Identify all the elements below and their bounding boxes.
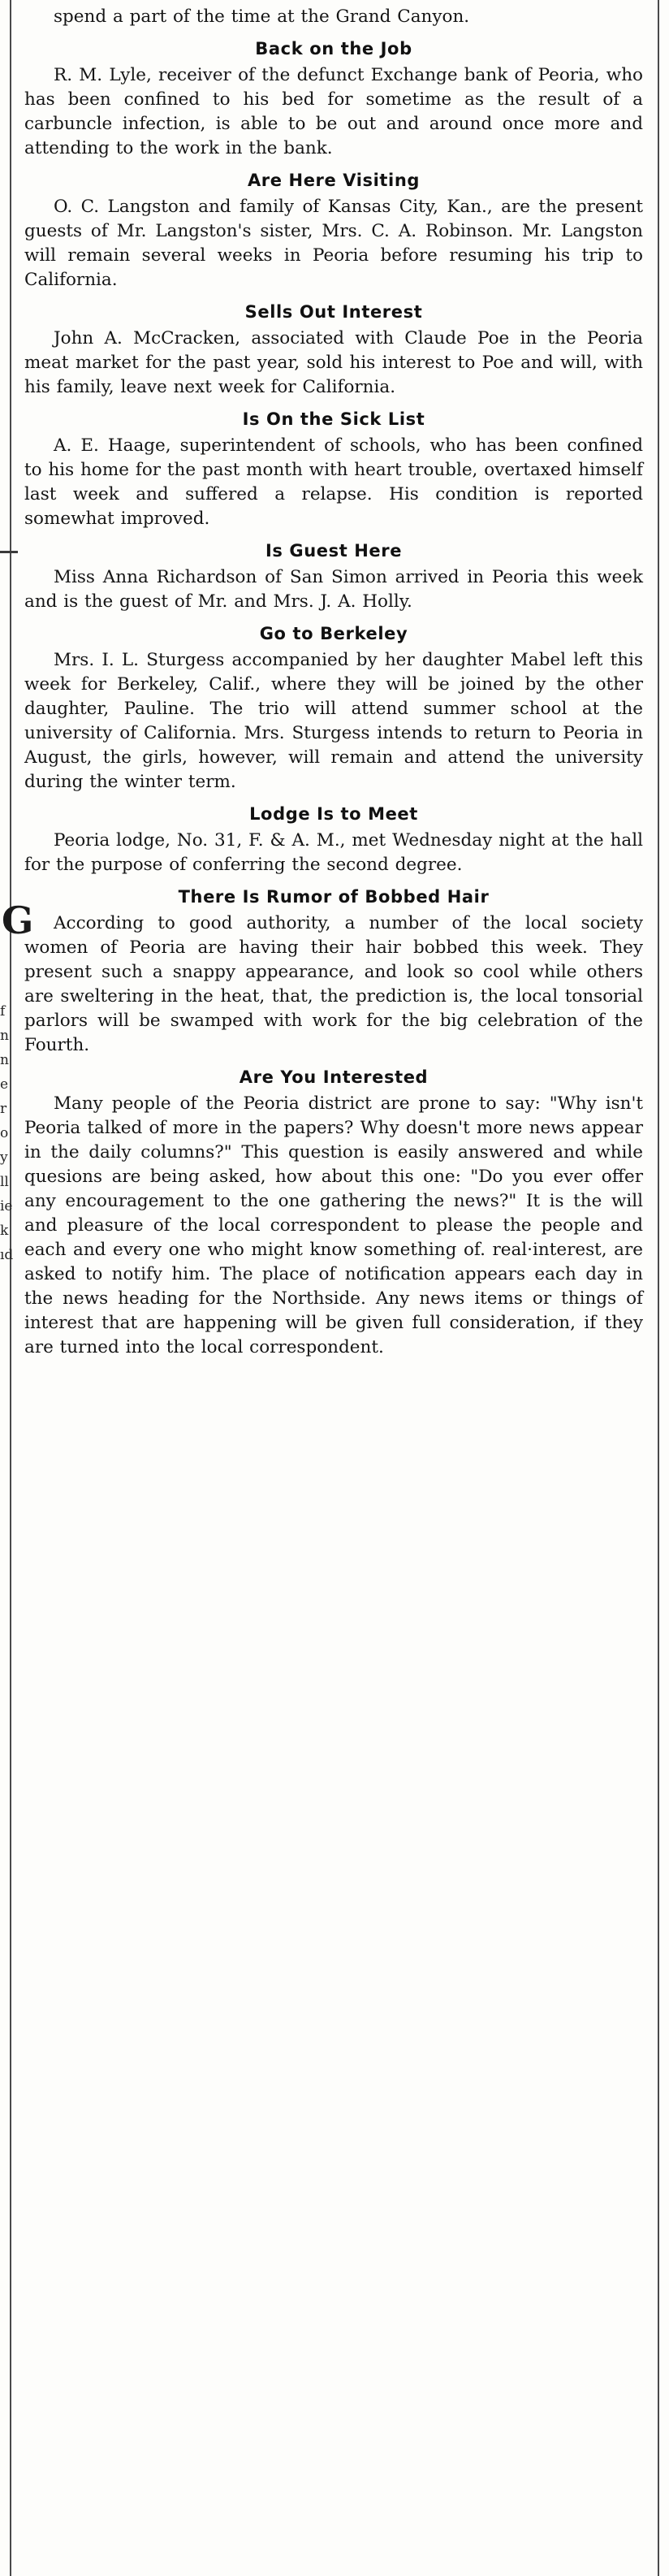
article-paragraph: Mrs. I. L. Sturgess accompanied by her daughter Mabel left this week for Berkeley, Calif., where they will be joined by the other daughter, Pauline. The trio will attend summer school at the university of California. Mrs. Sturgess intends to return to Peoria in August, the girls, however, will remain and attend the university during the winter term.	[24, 650, 643, 792]
article-paragraph: John A. McCracken, associated with Claude Poe in the Peoria meat market for the past year, sold his interest to Poe and will, with his family, leave next week for California.	[24, 328, 643, 397]
margin-fragment-line: y	[0, 1149, 8, 1166]
article-heading: Is On the Sick List	[242, 409, 425, 429]
article-paragraph: O. C. Langston and family of Kansas City, Kan., are the present guests of Mr. Langston's sister, Mrs. C. A. Robinson. Mr. Langston will remain several weeks in Peoria before resuming his trip to California.	[24, 197, 643, 290]
article-heading: Back on the Job	[255, 39, 412, 58]
margin-fragment-line: ll	[0, 1174, 9, 1190]
article-heading: Is Guest Here	[265, 541, 403, 561]
article-heading: Sells Out Interest	[244, 302, 423, 322]
article-paragraph: A. E. Haage, superintendent of schools, who has been confined to his home for the past month with heart trouble, overtaxed himself last week and suffered a relapse. His condition is reported somewhat improved.	[24, 435, 643, 529]
margin-fragment-line: n	[0, 1028, 9, 1044]
article-paragraph: spend a part of the time at the Grand Canyon.	[54, 6, 470, 27]
margin-fragment-line: o	[0, 1125, 9, 1141]
article-paragraph: Many people of the Peoria district are prone to say: "Why isn't Peoria talked of more in the papers? Why doesn't more news appear in the daily columns?" This question is easily answered and while quesions are being asked, how about this one: "Do you ever offer any encouragement to the one gathering the news?" It is the will and pleasure of the local correspondent to please the people and each and every one who might know something of. real·interest, are asked to notify him. The place of notification appears each day in the news heading for the Northside. Any news items or things of interest that are happening will be given full consideration, if they are turned into the local correspondent.	[24, 1093, 643, 1357]
column-rule-left	[10, 0, 11, 2576]
article-paragraph: Miss Anna Richardson of San Simon arrived in Peoria this week and is the guest of Mr. and Mrs. J. A. Holly.	[24, 567, 643, 612]
article-heading: Are You Interested	[239, 1067, 429, 1087]
margin-fragment-line: k	[0, 1223, 9, 1239]
article-paragraph: Peoria lodge, No. 31, F. & A. M., met Wednesday night at the hall for the purpose of conferring the second degree.	[24, 830, 643, 875]
article-heading: There Is Rumor of Bobbed Hair	[178, 887, 490, 907]
margin-fragment-line: r	[0, 1101, 7, 1117]
margin-drop-cap: G	[2, 898, 34, 942]
column-rule-right	[658, 0, 659, 2576]
margin-fragment-line: f	[0, 1003, 6, 1020]
margin-fragment-line: ıd	[0, 1247, 14, 1263]
article-heading: Go to Berkeley	[259, 624, 408, 643]
margin-fragment-line: ie	[0, 1198, 13, 1214]
margin-column-fragment	[0, 999, 21, 1267]
margin-fragment-line: n	[0, 1052, 9, 1068]
article-column	[24, 5, 643, 1362]
article-paragraph: R. M. Lyle, receiver of the defunct Exchange bank of Peoria, who has been confined to his bed for sometime as the result of a carbuncle infection, is able to be out and around once more and attending to the work in the bank.	[24, 65, 643, 158]
article-heading: Lodge Is to Meet	[249, 804, 418, 824]
article-paragraph: According to good authority, a number of the local society women of Peoria are having their hair bobbed this week. They present such a snappy appearance, and look so cool while others are sweltering in the heat, that, the prediction is, the local tonsorial parlors will be swamped with work for the big celebration of the Fourth.	[24, 913, 643, 1055]
article-heading: Are Here Visiting	[247, 171, 421, 190]
margin-dash-mark	[0, 551, 18, 553]
margin-fragment-line: e	[0, 1076, 9, 1093]
